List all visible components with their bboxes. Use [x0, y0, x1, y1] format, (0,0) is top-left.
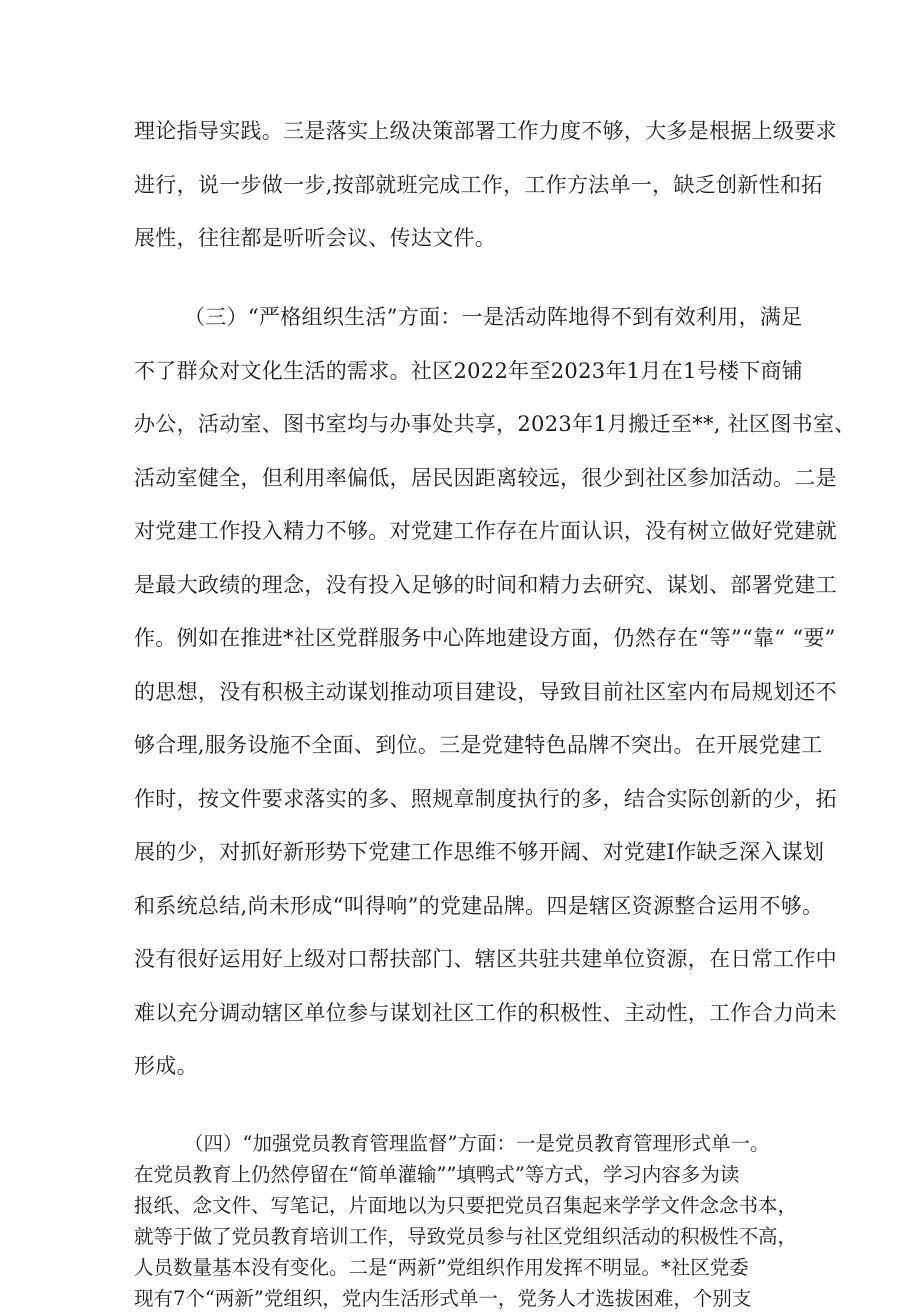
- text-line: 的思想，没有积极主动谋划推动项目建设，导致目前社区室内布局规划还不: [134, 680, 837, 704]
- text-line: 作时，按文件要求落实的多、照规章制度执行的多，结合实际创新的少，拓: [134, 787, 837, 811]
- text-line: 现有7个“两新”党组织，党内生活形式单一，党务人才选拔困难，个别支: [134, 1287, 752, 1310]
- text-line: 没有很好运用好上级对口帮扶部门、辖区共驻共建单位资源，在日常工作中: [134, 947, 837, 971]
- text-line: 就等于做了党员教育培训工作，导致党员参与社区党组织活动的积极性不高，: [134, 1225, 798, 1248]
- text-line: 展的少，对抓好新形势下党建工作思维不够开阔、对党建I作缺乏深入谋划: [134, 840, 825, 864]
- text-line: 对党建工作投入精力不够。对党建工作存在片面认识，没有树立做好党建就: [134, 519, 837, 543]
- text-line: 报纸、念文件、写笔记，片面地以为只要把党员召集起来学学文件念念书本，: [134, 1194, 798, 1217]
- text-line: 进行，说一步做一步,按部就班完成工作，工作方法单一，缺乏创新性和拓: [134, 173, 823, 197]
- text-line: 难以充分调动辖区单位参与谋划社区工作的积极性、主动性，工作合力尚未: [134, 1001, 837, 1025]
- text-line: 在党员教育上仍然停留在“简单灌输””填鸭式”等方式，学习内容多为读: [134, 1163, 740, 1186]
- text-line: 人员数量基本没有变化。二是“两新”党组织作用发挥不明显。*社区党委: [134, 1256, 749, 1279]
- text-line: 理论指导实践。三是落实上级决策部署工作力度不够，大多是根据上级要求: [134, 119, 837, 143]
- text-line: 不了群众对文化生活的需求。社区2022年至2023年1月在1号楼下商铺: [134, 359, 804, 383]
- text-line: 和系统总结,尚未形成“叫得响”的党建品牌。四是辖区资源整合运用不够。: [134, 894, 824, 918]
- text-line: 形成。: [134, 1054, 198, 1078]
- text-line: 活动室健全，但利用率偏低，居民因距离较远，很少到社区参加活动。二是: [134, 466, 837, 490]
- text-line: 作。例如在推进*社区党群服务中心阵地建设方面，仍然存在“等”“靠“ “要”: [134, 626, 836, 650]
- section-3-heading-line: （三）“严格组织生活”方面：一是活动阵地得不到有效利用，满足: [184, 305, 803, 329]
- text-line: 办公，活动室、图书室均与办事处共享，2023年1月搬迁至**, 社区图书室、: [134, 412, 856, 436]
- text-line: 展性，往往都是听听会议、传达文件。: [134, 226, 497, 250]
- text-line: 够合理,服务设施不全面、到位。三是党建特色品牌不突出。在开展党建工: [134, 733, 823, 757]
- section-4-heading-line: （四）“加强党员教育管理监督”方面：一是党员教育管理形式单一。: [184, 1132, 770, 1155]
- text-line: 是最大政绩的理念，没有投入足够的时间和精力去研究、谋划、部署党建工: [134, 573, 837, 597]
